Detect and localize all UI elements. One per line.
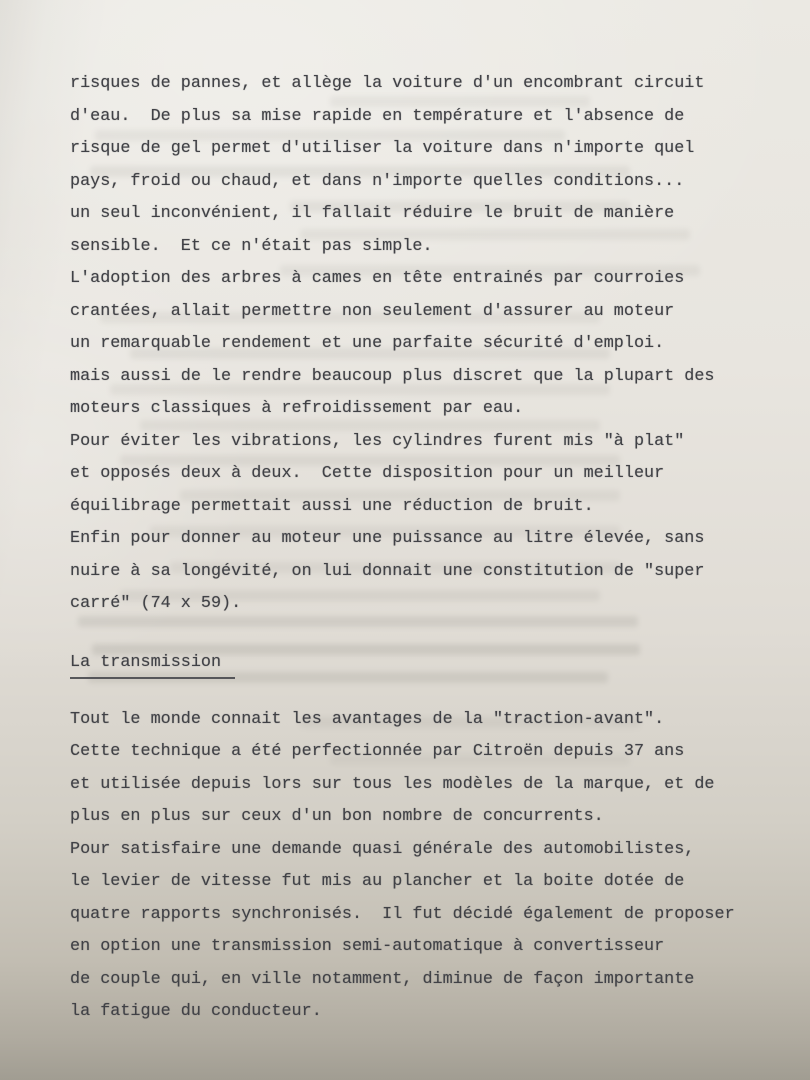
- text-line: L'adoption des arbres à cames en tête entrainés par courroies: [70, 269, 685, 288]
- typed-text-block: [70, 68, 770, 1029]
- paragraph-flat-cylinders: [70, 426, 770, 524]
- text-line: d'eau. De plus sa mise rapide en température et l'absence de: [70, 106, 685, 126]
- section-heading: La transmission: [70, 651, 235, 679]
- text-line: la fatigue du conducteur.: [70, 1002, 322, 1021]
- text-line: Cette technique a été perfectionnée par Citroën depuis 37 ans: [70, 742, 685, 761]
- text-line: quatre rapports synchronisés. Il fut décidé également de proposer: [70, 904, 735, 924]
- text-line: et utilisée depuis lors sur tous les modèles de la marque, et de: [70, 774, 715, 794]
- text-line: un seul inconvénient, il fallait réduire le bruit de manière: [70, 204, 675, 223]
- paragraph-traction-avant: [70, 704, 770, 834]
- paragraph-super-carre: [70, 523, 770, 621]
- text-line: Tout le monde connait les avantages de la "traction-avant".: [70, 709, 665, 729]
- text-line: Pour satisfaire une demande quasi générale des automobilistes,: [70, 839, 695, 859]
- text-line: de couple qui, en ville notamment, diminue de façon importante: [70, 969, 695, 989]
- paragraph-camshafts: [70, 263, 770, 426]
- text-line: carré" (74 x 59).: [70, 594, 242, 613]
- section-heading-row: [70, 651, 770, 684]
- paragraph-gearbox: [70, 834, 770, 1029]
- text-line: un remarquable rendement et une parfaite sécurité d'emploi.: [70, 334, 665, 353]
- text-line: mais aussi de le rendre beaucoup plus discret que la plupart des: [70, 366, 715, 386]
- text-line: sensible. Et ce n'était pas simple.: [70, 236, 433, 256]
- text-line: moteurs classiques à refroidissement par eau.: [70, 399, 524, 418]
- text-line: nuire à sa longévité, on lui donnait une constitution de "super: [70, 561, 705, 581]
- text-line: et opposés deux à deux. Cette disposition pour un meilleur: [70, 464, 665, 483]
- text-line: en option une transmission semi-automatique à convertisseur: [70, 937, 665, 956]
- text-line: Pour éviter les vibrations, les cylindres furent mis "à plat": [70, 431, 685, 451]
- text-line: risques de pannes, et allège la voiture d'un encombrant circuit: [70, 74, 705, 93]
- text-line: crantées, allait permettre non seulement d'assurer au moteur: [70, 301, 675, 321]
- text-line: le levier de vitesse fut mis au plancher et la boite dotée de: [70, 872, 685, 891]
- text-line: pays, froid ou chaud, et dans n'importe quelles conditions...: [70, 171, 685, 191]
- text-line: risque de gel permet d'utiliser la voiture dans n'importe quel: [70, 139, 695, 158]
- text-line: équilibrage permettait aussi une réduction de bruit.: [70, 496, 594, 516]
- text-line: plus en plus sur ceux d'un bon nombre de concurrents.: [70, 807, 604, 826]
- text-line: Enfin pour donner au moteur une puissance au litre élevée, sans: [70, 529, 705, 548]
- paragraph-engine-advantages: [70, 68, 770, 263]
